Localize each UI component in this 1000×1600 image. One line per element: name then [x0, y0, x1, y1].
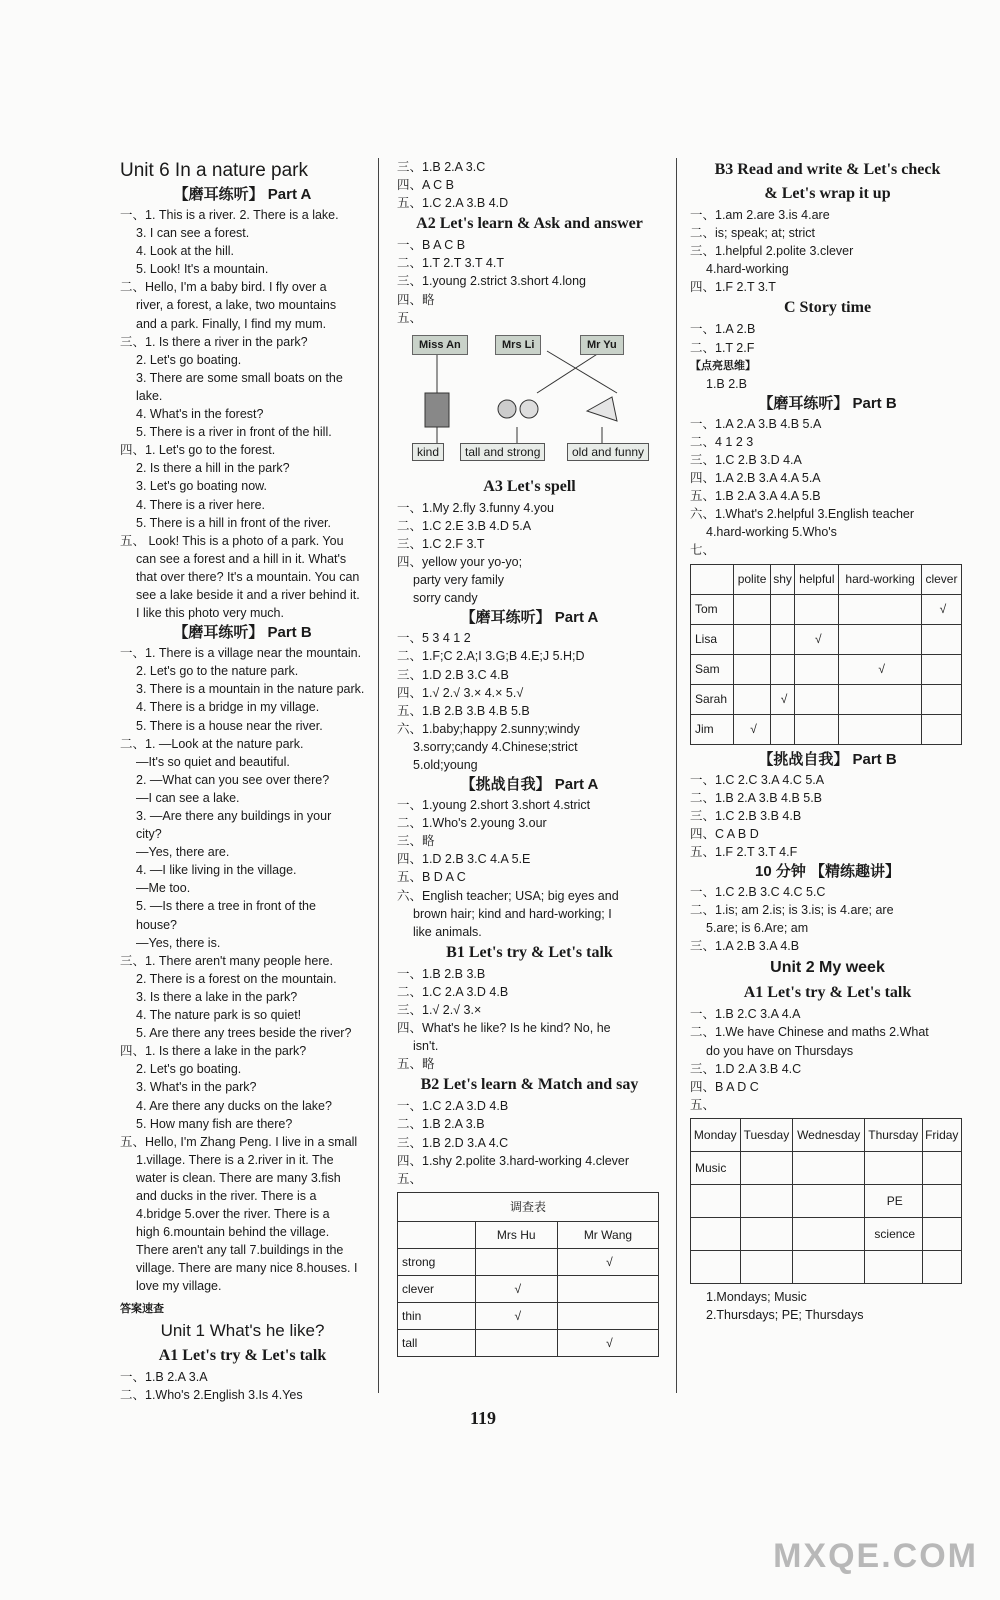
answer-list: [397, 629, 662, 774]
answer-line: 五、B D A C: [397, 870, 466, 885]
word-box: tall and strong: [460, 443, 545, 461]
section-title: A1 Let's try & Let's talk: [158, 1346, 327, 1364]
answer-list: [120, 644, 365, 1295]
table-cell: [921, 654, 961, 684]
answer-line: 一、1.C 2.C 3.A 4.C 5.A: [690, 772, 825, 787]
table-cell: Music: [691, 1151, 741, 1184]
table-cell: [734, 654, 770, 684]
answer-line: and a park. Finally, I find my mum.: [136, 316, 327, 331]
answer-list: [120, 206, 365, 622]
table-cell: [921, 684, 961, 714]
table-row: [691, 1250, 962, 1283]
answer-line: village. There are many nice 8.houses. I: [136, 1261, 358, 1276]
answer-line: —It's so quiet and beautiful.: [136, 754, 290, 769]
answer-line: water is clean. There are many 3.fish: [136, 1170, 341, 1185]
table-header-cell: Friday: [922, 1118, 961, 1151]
answer-line: isn't.: [413, 1039, 439, 1054]
table-header-cell: [398, 1221, 476, 1248]
answer-list: [120, 1368, 365, 1404]
table-cell: [795, 654, 839, 684]
watermark: MXQE.COM: [773, 1537, 978, 1575]
table-cell: [793, 1184, 865, 1217]
table-cell: [734, 624, 770, 654]
answer-line: 三、略: [397, 834, 435, 849]
answer-line: 5. Are there any trees beside the river?: [136, 1026, 352, 1041]
answer-line: 六、English teacher; USA; big eyes and: [397, 888, 619, 903]
survey-title: 调查表: [398, 1192, 659, 1221]
answer-line: that over there? It's a mountain. You can: [136, 569, 360, 584]
answer-list: [397, 499, 662, 608]
answer-line: 4. Are there any ducks on the lake?: [136, 1098, 332, 1113]
answer-line: 四、1. Is there a lake in the park?: [120, 1044, 307, 1059]
answer-line: 5. Look! It's a mountain.: [136, 262, 269, 277]
answer-line: do you have on Thursdays: [706, 1043, 854, 1058]
table-cell: [793, 1151, 865, 1184]
answer-line: —Yes, there is.: [136, 935, 221, 950]
table-cell: [557, 1275, 658, 1302]
answer-line: 5. There is a house near the river.: [136, 718, 323, 733]
answer-line: 一、1.A 2.B: [690, 322, 756, 337]
answer-line: 3. There are some small boats on the: [136, 370, 343, 385]
table-row: [691, 1151, 962, 1184]
answer-line: 三、1.young 2.strict 3.short 4.long: [397, 274, 586, 289]
answer-line: 三、1.C 2.F 3.T: [397, 536, 485, 551]
answer-line: 三、1.D 2.B 3.C 4.B: [397, 667, 509, 682]
table-header-cell: [691, 564, 734, 594]
table-cell: thin: [398, 1302, 476, 1329]
answer-line: 2. There is a forest on the mountain.: [136, 971, 337, 986]
answer-line: 一、1.B 2.B 3.B: [397, 966, 486, 981]
table-cell: [922, 1250, 961, 1283]
answer-line: 二、1.is; am 2.is; is 3.is; is 4.are; are: [690, 903, 894, 918]
section-title: 【磨耳练听】 Part A: [173, 186, 312, 203]
table-cell: Jim: [691, 714, 734, 744]
answer-line: 4.hard-working 5.Who's: [706, 525, 837, 540]
answer-line: 五、Hello, I'm Zhang Peng. I live in a small: [120, 1134, 358, 1149]
table-row: [398, 1248, 659, 1275]
answer-line: 4. There is a bridge in my village.: [136, 700, 320, 715]
answer-line: 四、1. Let's go to the forest.: [120, 443, 276, 458]
table-cell: [922, 1217, 961, 1250]
answer-line: 4. —I like living in the village.: [136, 863, 297, 878]
table-cell: [922, 1151, 961, 1184]
answer-line: 2. Let's go boating.: [136, 1062, 242, 1077]
answer-line: 三、1.C 2.B 3.B 4.B: [690, 808, 802, 823]
table-row: [691, 1217, 962, 1250]
answer-line: 二、1. —Look at the nature park.: [120, 736, 304, 751]
answer-line: 二、1.We have Chinese and maths 2.What: [690, 1025, 929, 1040]
answer-line: 4. Look at the hill.: [136, 244, 234, 259]
table-cell: √: [557, 1329, 658, 1356]
answer-line: 四、1.F 2.T 3.T: [690, 280, 776, 295]
answer-line: house?: [136, 917, 178, 932]
table-cell: [795, 684, 839, 714]
table-cell: √: [839, 654, 922, 684]
table-cell: √: [475, 1275, 557, 1302]
answer-line: sorry candy: [413, 591, 478, 606]
section-title: B3 Read and write & Let's check: [714, 161, 941, 178]
table-header-cell: Thursday: [865, 1118, 923, 1151]
table-cell: [691, 1217, 741, 1250]
answer-line: 一、1.My 2.fly 3.funny 4.you: [397, 500, 555, 515]
answer-list: [690, 1005, 965, 1114]
answer-line: 4.bridge 5.over the river. There is a: [136, 1207, 330, 1222]
answer-line: 5. How many fish are there?: [136, 1116, 293, 1131]
answer-line: 2.Thursdays; PE; Thursdays: [706, 1308, 864, 1322]
table-cell: [793, 1217, 865, 1250]
answer-line: 四、yellow your yo-yo;: [397, 555, 523, 570]
answer-line: 四、1.A 2.B 3.A 4.A 5.A: [690, 471, 821, 486]
answer-line: 一、1.B 2.C 3.A 4.A: [690, 1007, 801, 1022]
answer-line: 5. There is a river in front of the hill.: [136, 425, 332, 440]
table-header-cell: clever: [921, 564, 961, 594]
answer-line: 三、1. Is there a river in the park?: [120, 334, 308, 349]
answer-line: 四、A C B: [397, 178, 454, 193]
table-header-cell: polite: [734, 564, 770, 594]
answer-line: brown hair; kind and hard-working; I: [413, 906, 612, 921]
answer-line: 二、1.Who's 2.English 3.Is 4.Yes: [120, 1387, 303, 1402]
answer-line: 一、1. This is a river. 2. There is a lake.: [120, 208, 339, 222]
answer-line: 3. Let's go boating now.: [136, 479, 267, 494]
answer-line: 三、1.√ 2.√ 3.×: [397, 1003, 482, 1017]
answer-line: 四、B A D C: [690, 1079, 759, 1094]
answer-line: 四、1.D 2.B 3.C 4.A 5.E: [397, 852, 531, 867]
answer-line: 三、1. There aren't many people here.: [120, 953, 333, 968]
answer-line: like animals.: [413, 924, 482, 939]
table-header-cell: Mrs Hu: [475, 1221, 557, 1248]
table-cell: [770, 594, 795, 624]
answer-line: 二、1.T 2.F: [690, 340, 755, 355]
answer-line: —Me too.: [136, 881, 191, 896]
table-cell: [734, 594, 770, 624]
answer-line: 六、1.baby;happy 2.sunny;windy: [397, 721, 580, 736]
column-divider-1: [378, 158, 379, 1393]
answer-list: [397, 965, 662, 1074]
answer-line: river, a forest, a lake, two mountains: [136, 298, 337, 313]
table-cell: √: [795, 624, 839, 654]
table-row: [398, 1329, 659, 1356]
section-title: 【挑战自我】 Part A: [460, 776, 599, 794]
section-title: 【磨耳练听】 Part A: [460, 609, 599, 627]
answer-line: 5.are; is 6.Are; am: [706, 921, 809, 936]
table-cell: [865, 1151, 923, 1184]
answer-line: 二、4 1 2 3: [690, 434, 754, 449]
name-box: Miss An: [412, 335, 468, 355]
table-row: [691, 1184, 962, 1217]
answer-line: 4. There is a river here.: [136, 497, 265, 512]
answer-line: 三、1.helpful 2.polite 3.clever: [690, 244, 854, 259]
table-cell: Sam: [691, 654, 734, 684]
answer-line: —I can see a lake.: [136, 790, 240, 805]
table-cell: tall: [398, 1329, 476, 1356]
answer-line: 3. —Are there any buildings in your: [136, 809, 332, 823]
table-cell: [793, 1250, 865, 1283]
table-header-cell: helpful: [795, 564, 839, 594]
answer-line: city?: [136, 827, 162, 842]
answer-line: 二、1.Who's 2.young 3.our: [397, 816, 547, 831]
table-header-cell: Mr Wang: [557, 1221, 658, 1248]
table-row: [691, 714, 962, 744]
answer-line: 三、1.B 2.A 3.C: [397, 160, 486, 174]
page-number: 119: [470, 1408, 497, 1428]
table-cell: [691, 1184, 741, 1217]
table-row: [691, 654, 962, 684]
word-box: old and funny: [567, 443, 649, 461]
answer-list: [690, 771, 965, 861]
answer-line: 一、1.B 2.A 3.A: [120, 1369, 208, 1384]
answer-line: 2. Let's go to the nature park.: [136, 664, 299, 679]
table-row: [398, 1275, 659, 1302]
section-title: 【挑战自我】 Part B: [758, 750, 897, 768]
answer-line: 1.Mondays; Music: [706, 1289, 807, 1304]
answer-line: 三、1.C 2.B 3.D 4.A: [690, 452, 802, 467]
table-header-cell: shy: [770, 564, 795, 594]
table-cell: clever: [398, 1275, 476, 1302]
table-cell: Lisa: [691, 624, 734, 654]
answer-line: 二、is; speak; at; strict: [690, 226, 816, 241]
answer-line: 二、1.B 2.A 3.B 4.B 5.B: [690, 790, 823, 805]
answer-line: 四、1.√ 2.√ 3.× 4.× 5.√: [397, 685, 524, 700]
unit-title: Unit 2 My week: [770, 959, 885, 977]
answer-line: 四、C A B D: [690, 826, 759, 841]
section-title: B1 Let's try & Let's talk: [446, 943, 613, 961]
answer-line: 二、1.C 2.A 3.D 4.B: [397, 984, 509, 999]
answer-line: 一、1. There is a village near the mountain.: [120, 646, 362, 661]
section-title: 【磨耳练听】 Part B: [758, 394, 897, 412]
answer-line: 2. Is there a hill in the park?: [136, 461, 290, 476]
table-cell: [839, 594, 922, 624]
answer-line: lake.: [136, 388, 163, 403]
answer-line: 五、1.C 2.A 3.B 4.D: [397, 196, 509, 211]
answer-line: 4.hard-working: [706, 262, 789, 277]
table-cell: [865, 1250, 923, 1283]
answer-line: 2. Let's go boating.: [136, 352, 242, 367]
answer-line: —Yes, there are.: [136, 845, 230, 860]
section-title: 10 分钟 【精练趣讲】: [754, 862, 901, 880]
answer-line: 5. —Is there a tree in front of the: [136, 899, 316, 914]
answer-list: [690, 320, 965, 356]
answer-line: 3. Is there a lake in the park?: [136, 989, 298, 1004]
name-box: Mr Yu: [580, 335, 624, 355]
table-cell: [839, 624, 922, 654]
answer-line: 3. I can see a forest.: [136, 226, 250, 241]
table-cell: [839, 684, 922, 714]
answer-line: 5.old;young: [413, 757, 478, 772]
table-cell: [557, 1302, 658, 1329]
answer-list: [397, 236, 662, 326]
trait-grid: [690, 564, 962, 745]
answer-line: 五、: [397, 1171, 423, 1186]
answer-line: There aren't any tall 7.buildings in the: [136, 1243, 344, 1258]
word-box: kind: [412, 443, 444, 461]
table-cell: [795, 714, 839, 744]
table-cell: [921, 624, 961, 654]
answer-list: [397, 158, 662, 212]
unit-title: Unit 6 In a nature park: [120, 160, 308, 181]
answer-line: 一、B A C B: [397, 238, 466, 253]
answer-line: can see a forest and a hill in it. What's: [136, 551, 347, 566]
answer-line: 一、1.A 2.A 3.B 4.B 5.A: [690, 416, 822, 431]
answer-line: 五、略: [397, 1057, 435, 1072]
answer-list: [397, 1097, 662, 1187]
table-cell: [734, 684, 770, 714]
table-cell: PE: [865, 1184, 923, 1217]
table-header-cell: Tuesday: [740, 1118, 793, 1151]
answer-line: 一、1.C 2.B 3.C 4.C 5.C: [690, 884, 826, 899]
answer-line: 二、1.T 2.T 3.T 4.T: [397, 256, 504, 271]
table-cell: Tom: [691, 594, 734, 624]
unit-title: Unit 1 What's he like?: [160, 1320, 325, 1340]
answer-line: 5. There is a hill in front of the river.: [136, 515, 332, 530]
answer-line: 3. There is a mountain in the nature park.: [136, 682, 365, 697]
answer-line: 五、: [397, 310, 423, 325]
answer-line: 4. The nature park is so quiet!: [136, 1008, 302, 1023]
matching-diagram: [397, 331, 662, 471]
table-cell: Sarah: [691, 684, 734, 714]
table-cell: [691, 1250, 741, 1283]
answer-line: see a lake beside it and a river behind it.: [136, 587, 360, 602]
table-header-cell: Monday: [691, 1118, 741, 1151]
answer-line: 四、略: [397, 292, 435, 307]
table-header-cell: Wednesday: [793, 1118, 865, 1151]
table-cell: [770, 624, 795, 654]
table-cell: [740, 1151, 793, 1184]
answer-line: 一、1.am 2.are 3.is 4.are: [690, 208, 830, 222]
answer-line: and ducks in the river. There is a: [136, 1188, 317, 1203]
table-cell: [922, 1184, 961, 1217]
answer-line: 四、What's he like? Is he kind? No, he: [397, 1021, 611, 1036]
table-cell: [740, 1217, 793, 1250]
table-cell: [740, 1250, 793, 1283]
answer-line: 七、: [690, 543, 716, 558]
answer-line: high 6.mountain behind the village.: [136, 1225, 330, 1240]
answer-line: 一、1.young 2.short 3.short 4.strict: [397, 798, 591, 813]
answer-list: [690, 206, 965, 296]
answer-line: 一、1.C 2.A 3.D 4.B: [397, 1099, 509, 1114]
answer-line: 三、1.D 2.A 3.B 4.C: [690, 1061, 802, 1076]
section-title: B2 Let's learn & Match and say: [420, 1076, 639, 1094]
answer-line: 二、1.F;C 2.A;I 3.G;B 4.E;J 5.H;D: [397, 649, 585, 664]
answer-line: 三、1.A 2.B 3.A 4.B: [690, 939, 800, 954]
answer-line: 1.village. There is a 2.river in it. The: [136, 1152, 334, 1167]
answer-line: party very family: [413, 573, 504, 588]
answer-line: 五、1.B 2.B 3.B 4.B 5.B: [397, 703, 530, 718]
table-cell: strong: [398, 1248, 476, 1275]
column-2: [397, 158, 662, 1357]
answer-line: I like this photo very much.: [136, 606, 284, 621]
answer-line: love my village.: [136, 1279, 222, 1294]
survey-table: [397, 1192, 659, 1357]
table-cell: science: [865, 1217, 923, 1250]
answer-line: 3.sorry;candy 4.Chinese;strict: [413, 739, 578, 754]
table-cell: √: [770, 684, 795, 714]
answer-line: 二、Hello, I'm a baby bird. I fly over a: [120, 280, 327, 295]
table-row: [691, 684, 962, 714]
table-cell: [475, 1329, 557, 1356]
answer-line: 五、1.F 2.T 3.T 4.F: [690, 844, 798, 859]
answer-list: [690, 415, 965, 560]
section-title: A2 Let's learn & Ask and answer: [416, 215, 643, 233]
table-row: [398, 1302, 659, 1329]
week-table: [690, 1118, 962, 1284]
answer-list: [690, 375, 965, 393]
table-cell: √: [557, 1248, 658, 1275]
table-row: [691, 624, 962, 654]
tips-label: 【点亮思维】: [690, 359, 756, 372]
name-box: Mrs Li: [495, 335, 541, 355]
answer-line: 二、1.B 2.A 3.B: [397, 1117, 485, 1132]
answer-line: 4. What's in the forest?: [136, 407, 264, 422]
answer-line: 3. What's in the park?: [136, 1080, 257, 1095]
table-row: [691, 594, 962, 624]
table-cell: √: [475, 1302, 557, 1329]
table-cell: [795, 594, 839, 624]
answer-line: 一、5 3 4 1 2: [397, 631, 471, 646]
table-cell: [475, 1248, 557, 1275]
table-cell: [740, 1184, 793, 1217]
answer-line: 2. —What can you see over there?: [136, 772, 330, 787]
answer-list: [397, 796, 662, 941]
table-cell: [770, 654, 795, 684]
column-divider-2: [676, 158, 677, 1393]
answer-line: 1.B 2.B: [706, 376, 747, 391]
table-cell: √: [921, 594, 961, 624]
answer-list: [690, 883, 965, 955]
column-1: [120, 158, 365, 1404]
table-header-cell: hard-working: [839, 564, 922, 594]
section-title: A3 Let's spell: [483, 477, 576, 495]
table-cell: [839, 714, 922, 744]
table-cell: [921, 714, 961, 744]
answer-line: 五、1.B 2.A 3.A 4.A 5.B: [690, 489, 821, 504]
section-title: 【磨耳练听】 Part B: [173, 624, 312, 642]
table-cell: [770, 714, 795, 744]
section-title: & Let's wrap it up: [764, 185, 891, 202]
answer-line: 六、1.What's 2.helpful 3.English teacher: [690, 507, 915, 522]
answer-line: 四、1.shy 2.polite 3.hard-working 4.clever: [397, 1153, 630, 1168]
answer-line: 五、: [690, 1097, 716, 1112]
answer-line: 三、1.B 2.D 3.A 4.C: [397, 1135, 509, 1150]
answer-line: 五、 Look! This is a photo of a park. You: [120, 533, 344, 548]
answers-label: 答案速查: [120, 1302, 164, 1315]
column-3: [690, 158, 965, 1324]
table-cell: √: [734, 714, 770, 744]
answer-line: 二、1.C 2.E 3.B 4.D 5.A: [397, 518, 532, 533]
answer-list: [690, 1288, 965, 1324]
section-title: C Story time: [783, 299, 872, 317]
section-title: A1 Let's try & Let's talk: [743, 984, 912, 1002]
